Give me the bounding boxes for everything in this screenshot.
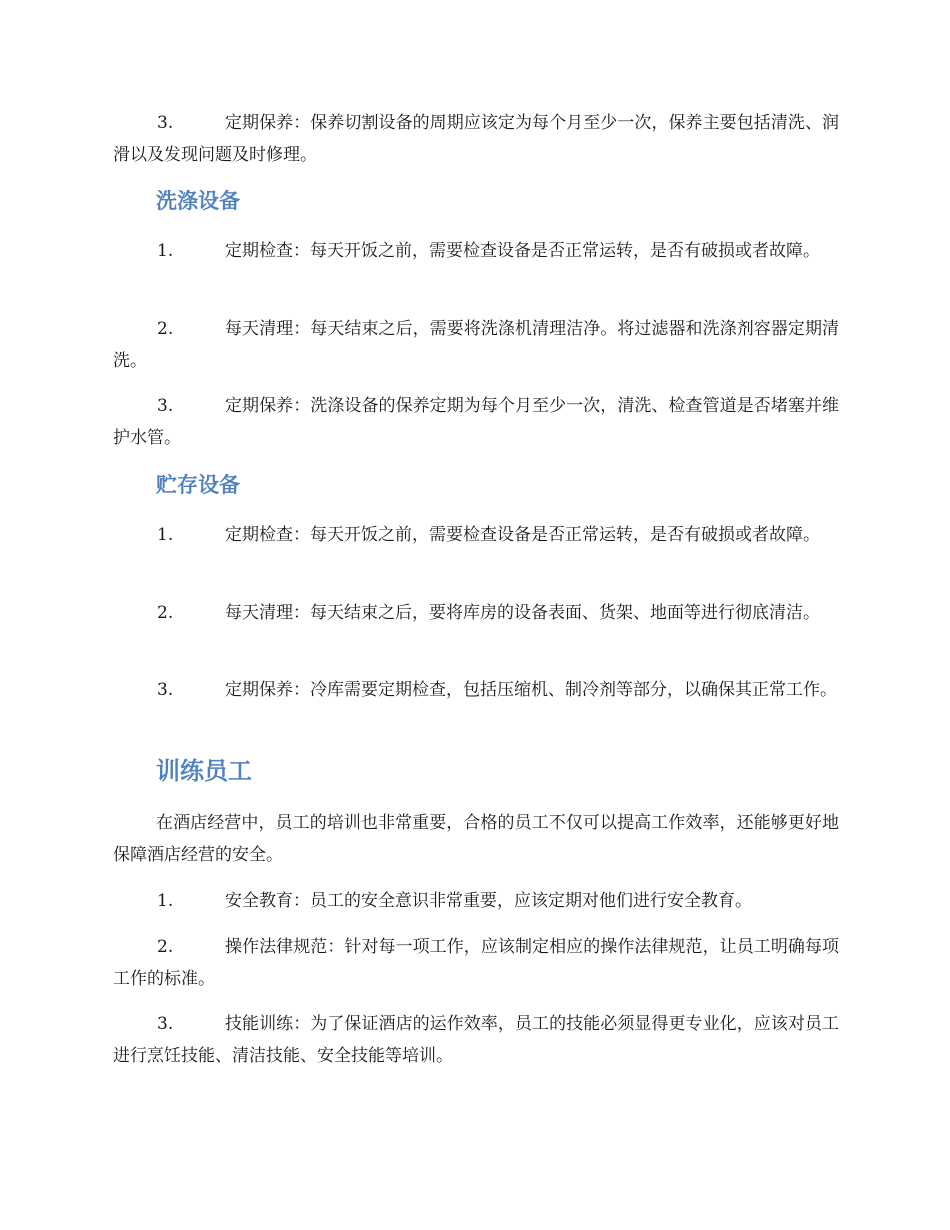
list-item-text: 定期检查：每天开饭之前，需要检查设备是否正常运转，是否有破损或者故障。 <box>225 525 820 545</box>
list-item-text: 每天清理：每天结束之后，需要将洗涤机清理洁净。将过滤器和洗涤剂容器定期清洗。 <box>113 319 839 371</box>
list-item-number: 2. <box>157 603 174 623</box>
list-item <box>113 674 839 706</box>
list-item-text: 安全教育：员工的安全意识非常重要，应该定期对他们进行安全教育。 <box>225 891 752 911</box>
list-item-number: 2. <box>157 319 174 339</box>
list-item-number: 3. <box>157 113 174 133</box>
list-item-text: 定期保养：冷库需要定期检查，包括压缩机、制冷剂等部分，以确保其正常工作。 <box>225 680 837 700</box>
section-heading-washing: 洗涤设备 <box>156 189 240 213</box>
list-item <box>113 885 839 917</box>
list-item-text: 每天清理：每天结束之后，要将库房的设备表面、货架、地面等进行彻底清洁。 <box>225 603 820 623</box>
list-item <box>113 519 839 551</box>
list-item-text: 定期保养：保养切割设备的周期应该定为每个月至少一次，保养主要包括清洗、润滑以及发现问题及时修理。 <box>113 113 839 165</box>
list-item-number: 3. <box>157 680 174 700</box>
list-item <box>113 390 839 454</box>
list-item-number: 1. <box>157 891 174 911</box>
section-intro-paragraph: 在酒店经营中，员工的培训也非常重要，合格的员工不仅可以提高工作效率，还能够更好地保障酒店经营的安全。 <box>113 813 839 865</box>
list-item-text: 操作法律规范：针对每一项工作，应该制定相应的操作法律规范，让员工明确每项工作的标准。 <box>113 937 839 989</box>
list-item-text: 定期保养：洗涤设备的保养定期为每个月至少一次，清洗、检查管道是否堵塞并维护水管。 <box>113 396 839 448</box>
list-item <box>113 1008 839 1072</box>
section-heading-storage: 贮存设备 <box>156 473 240 497</box>
list-item-text: 定期检查：每天开饭之前，需要检查设备是否正常运转，是否有破损或者故障。 <box>225 241 820 261</box>
list-item <box>113 313 839 377</box>
list-item <box>113 597 839 629</box>
list-item-number: 1. <box>157 525 174 545</box>
list-item-text: 技能训练：为了保证酒店的运作效率，员工的技能必须显得更专业化，应该对员工进行烹饪技能、清洁技能、安全技能等培训。 <box>113 1014 839 1066</box>
list-item-number: 2. <box>157 937 174 957</box>
list-item <box>113 235 839 267</box>
section-heading-training: 训练员工 <box>156 757 252 785</box>
list-item <box>113 107 839 171</box>
list-item <box>113 931 839 995</box>
list-item-number: 3. <box>157 396 174 416</box>
list-item-number: 1. <box>157 241 174 261</box>
list-item-number: 3. <box>157 1014 174 1034</box>
